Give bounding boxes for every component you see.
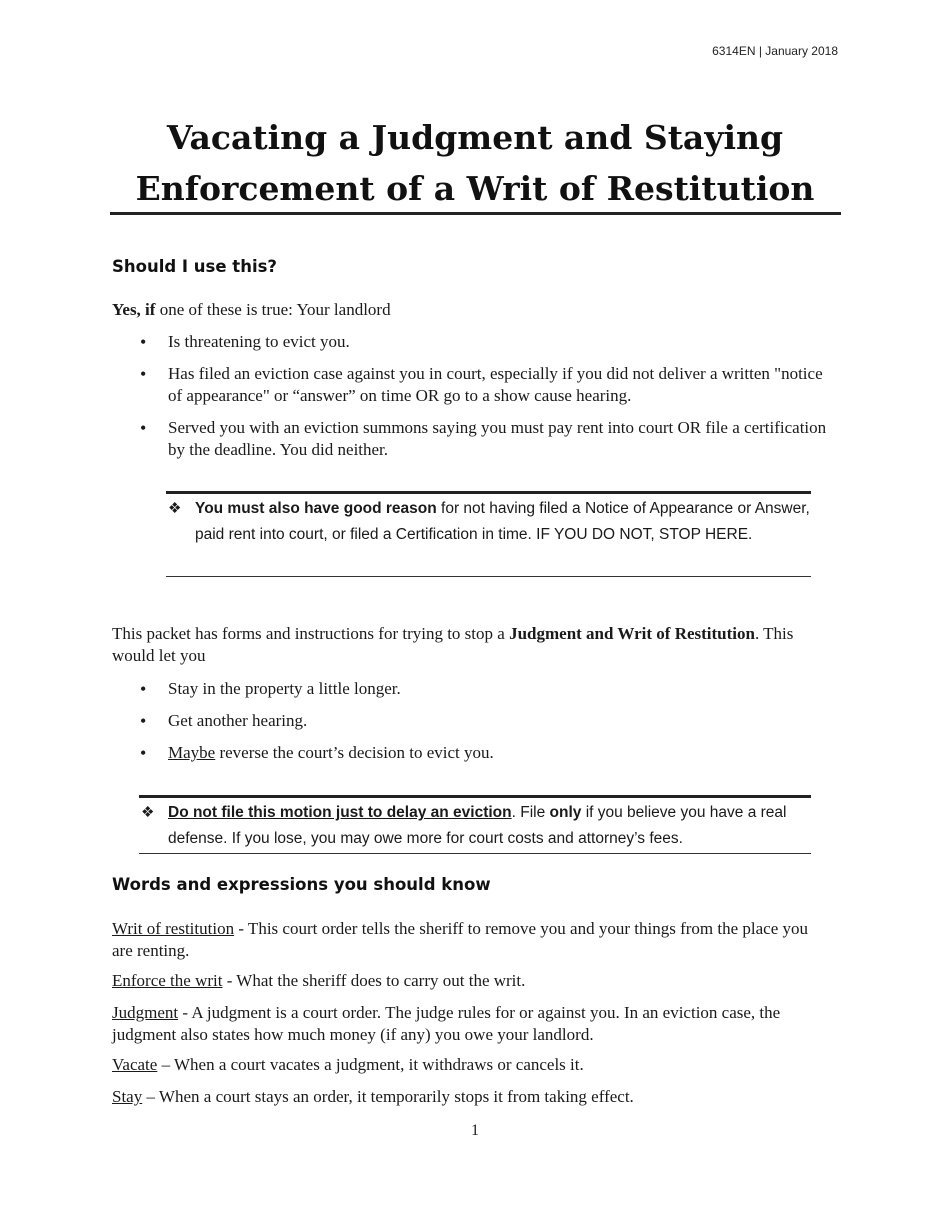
list-item-text: Stay in the property a little longer. xyxy=(168,679,401,698)
list-item: • Served you with an eviction summons saying you must pay rent into court OR file a certification by the deadline. You did neither. xyxy=(112,417,832,461)
eligibility-intro xyxy=(112,299,832,321)
definition-text: - What the sheriff does to carry out the writ. xyxy=(222,971,526,990)
note-text-1: . File xyxy=(511,804,550,821)
definition-term: Vacate xyxy=(112,1055,158,1074)
list-item-underlined: Maybe xyxy=(168,743,216,762)
intro-rest: one of these is true: Your landlord xyxy=(155,300,391,319)
list-item xyxy=(112,710,832,732)
definition-text: – When a court vacates a judgment, it withdraws or cancels it. xyxy=(157,1055,584,1074)
title-line-2: Enforcement of a Writ of Restitution xyxy=(135,169,815,208)
definition-term: Stay xyxy=(112,1087,143,1106)
eligibility-list xyxy=(112,331,832,471)
note-bold: only xyxy=(549,804,582,821)
definition-term: Judgment xyxy=(112,1003,179,1022)
definition-vacate xyxy=(112,1054,832,1076)
section-heading-should-i-use: Should I use this? xyxy=(112,257,277,276)
packet-text-2: . This would let you xyxy=(112,624,794,665)
title-divider xyxy=(110,212,841,215)
packet-intro xyxy=(112,623,832,667)
definition-term: Enforce the writ xyxy=(112,971,223,990)
four-diamond-bullet-icon: ❖ xyxy=(168,500,182,517)
note-bold: You must also have good reason xyxy=(195,500,437,517)
four-diamond-bullet-icon: ❖ xyxy=(141,804,155,821)
packet-benefits-list xyxy=(112,678,832,774)
list-item: • Has filed an eviction case against you in court, especially if you did not deliver a written "notice of appearance" or “answer” on time OR go to a show cause hearing. xyxy=(112,363,832,407)
note-text: for not having filed a Notice of Appearance or Answer, paid rent into court, or filed a Certification in time. IF YOU DO NOT, STOP HERE. xyxy=(195,500,810,543)
good-reason-note xyxy=(166,491,811,577)
list-item-text: Get another hearing. xyxy=(168,711,308,730)
note-text-2: if you believe you have a real defense. If you lose, you may owe more for court costs and attorney’s fees. xyxy=(168,804,787,847)
section-heading-words: Words and expressions you should know xyxy=(112,875,491,894)
definition-text: – When a court stays an order, it temporarily stops it from taking effect. xyxy=(142,1087,634,1106)
packet-text-1: This packet has forms and instructions for trying to stop a xyxy=(112,624,510,643)
definition-text: - A judgment is a court order. The judge rules for or against you. In an eviction case, the judgment also states how much money (if any) you owe your landlord. xyxy=(112,1003,781,1044)
list-item xyxy=(112,742,832,764)
definition-stay xyxy=(112,1086,832,1108)
definition-enforce-the-writ xyxy=(112,970,832,992)
document-id: 6314EN | January 2018 xyxy=(712,44,838,58)
list-item xyxy=(112,678,832,700)
packet-bold: Judgment and Writ of Restitution xyxy=(509,624,755,643)
list-item-text: reverse the court’s decision to evict you. xyxy=(215,743,494,762)
definition-text: - This court order tells the sheriff to remove you and your things from the place you are renting. xyxy=(112,919,809,960)
definition-judgment xyxy=(112,1002,832,1046)
intro-bold: Yes, if xyxy=(112,300,156,319)
definition-term: Writ of restitution xyxy=(112,919,235,938)
page-number: 1 xyxy=(471,1122,479,1139)
page-title xyxy=(110,112,840,214)
do-not-file-note xyxy=(139,795,811,854)
note-bold-underlined: Do not file this motion just to delay an eviction xyxy=(168,804,512,821)
definition-writ-of-restitution xyxy=(112,918,832,962)
title-line-1: Vacating a Judgment and Staying xyxy=(166,118,784,157)
list-item: • Is threatening to evict you. xyxy=(112,331,832,353)
